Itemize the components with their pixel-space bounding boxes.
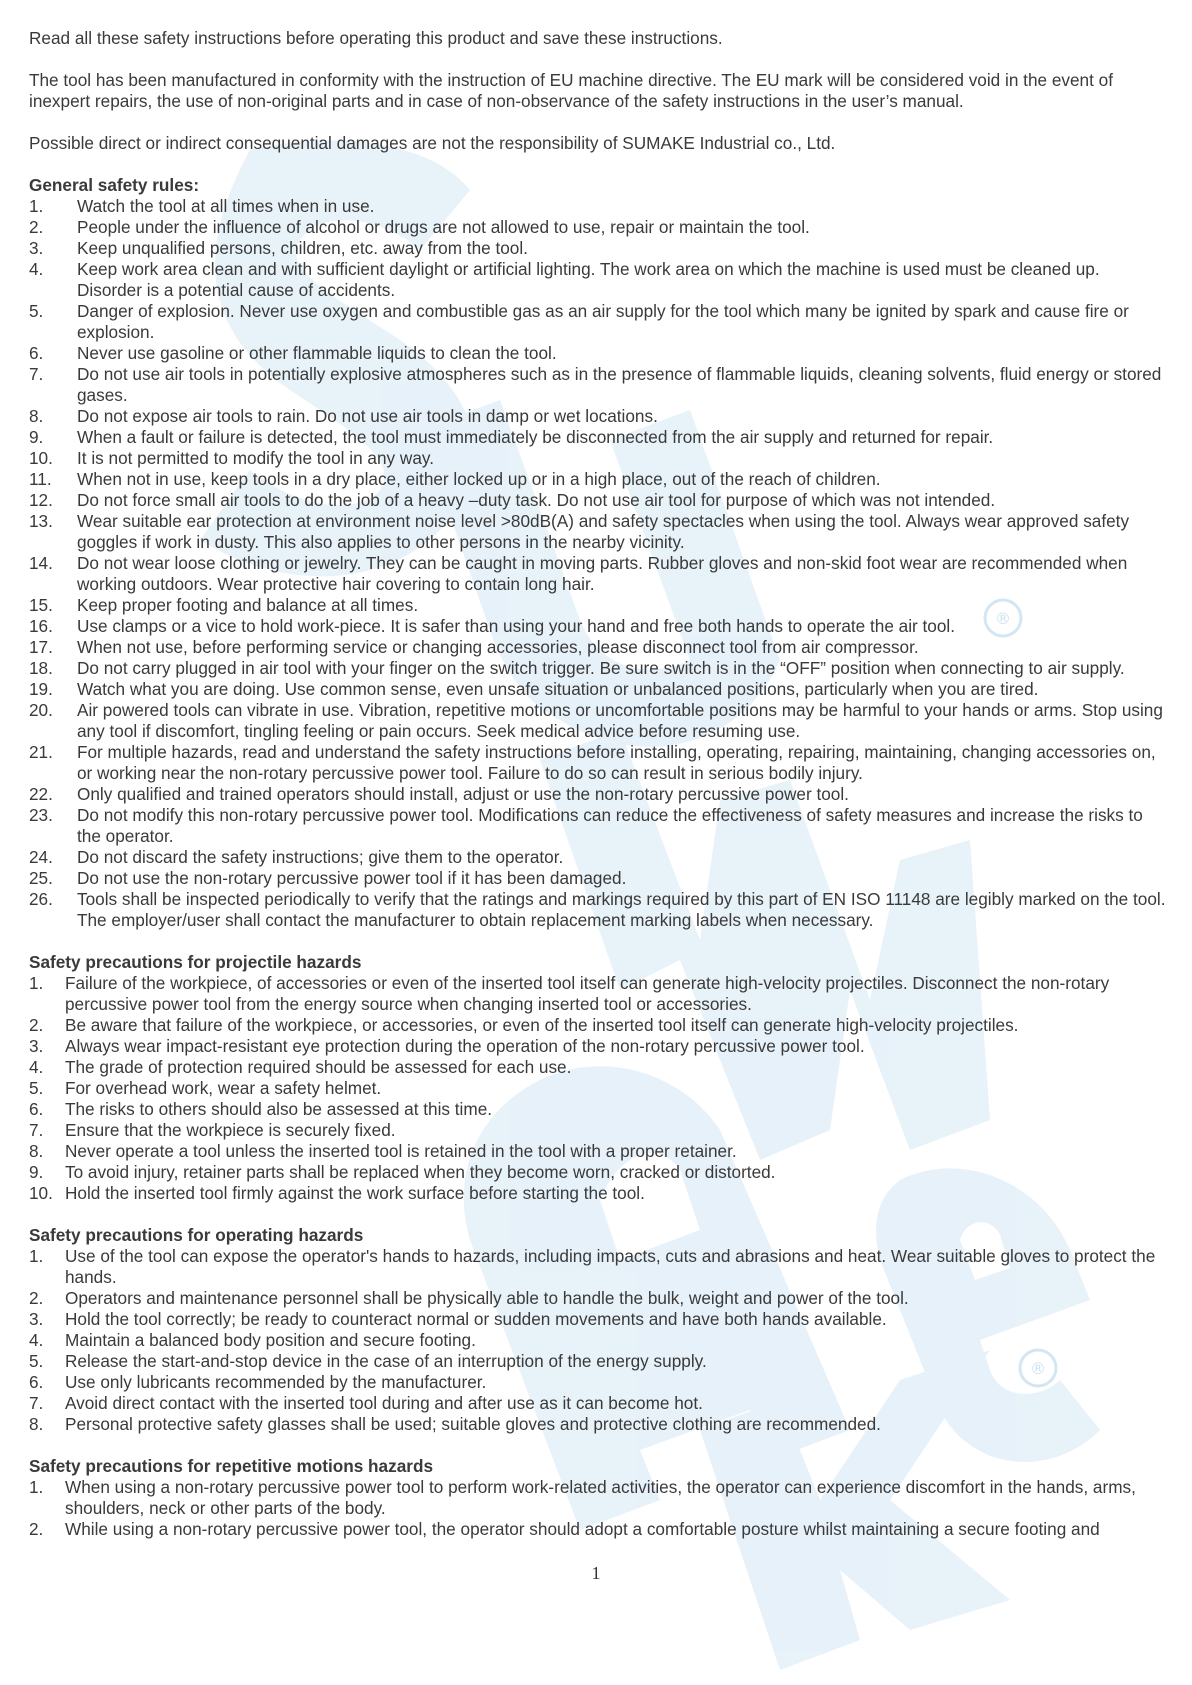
list-item <box>29 343 1169 364</box>
list-item <box>29 805 1169 847</box>
item-number: 8. <box>29 406 44 426</box>
list-item <box>29 1183 1169 1204</box>
list-item <box>29 301 1169 343</box>
item-text: To avoid injury, retainer parts shall be replaced when they become worn, cracked or distorted. <box>65 1162 776 1182</box>
item-text: Be aware that failure of the workpiece, or accessories, or even of the inserted tool itself can generate high-velocity projectiles. <box>65 1015 1019 1035</box>
section <box>29 1225 1169 1435</box>
list-item <box>29 1414 1169 1435</box>
item-number: 16. <box>29 616 53 636</box>
list-item <box>29 1120 1169 1141</box>
list-item <box>29 364 1169 406</box>
item-text: It is not permitted to modify the tool in any way. <box>77 448 434 468</box>
item-number: 11. <box>29 469 52 489</box>
item-text: For overhead work, wear a safety helmet. <box>65 1078 382 1098</box>
item-number: 1. <box>29 196 44 216</box>
item-number: 4. <box>29 259 44 279</box>
item-number: 4. <box>29 1330 44 1350</box>
list-item <box>29 1288 1169 1309</box>
list-item <box>29 1015 1169 1036</box>
list-item <box>29 700 1169 742</box>
item-text: When using a non-rotary percussive power tool to perform work-related activities, the operator can experience discomfort in the hands, arms, shoulders, neck or other parts of the body. <box>65 1477 1136 1518</box>
item-number: 3. <box>29 1309 44 1329</box>
item-number: 3. <box>29 1036 44 1056</box>
item-number: 10. <box>29 448 53 468</box>
section <box>29 952 1169 1204</box>
item-number: 19. <box>29 679 53 699</box>
item-number: 18. <box>29 658 53 678</box>
list-item <box>29 1477 1169 1519</box>
list-item <box>29 1099 1169 1120</box>
list-item <box>29 259 1169 301</box>
list-item <box>29 1519 1169 1540</box>
item-text: Always wear impact-resistant eye protection during the operation of the non-rotary percussive power tool. <box>65 1036 865 1056</box>
item-number: 15. <box>29 595 53 615</box>
list-item <box>29 637 1169 658</box>
item-number: 2. <box>29 217 44 237</box>
item-number: 20. <box>29 700 53 720</box>
item-number: 24. <box>29 847 53 867</box>
item-number: 7. <box>29 364 44 384</box>
item-text: For multiple hazards, read and understand the safety instructions before installing, operating, repairing, maintaining, changing accessories on, or working near the non-rotary percussive power tool. Failure to do so can result in serious bodily injury. <box>77 742 1156 783</box>
section <box>29 175 1169 931</box>
item-number: 9. <box>29 427 44 447</box>
item-number: 5. <box>29 1078 44 1098</box>
item-text: Do not discard the safety instructions; give them to the operator. <box>77 847 564 867</box>
item-text: Hold the tool correctly; be ready to counteract normal or sudden movements and have both hands available. <box>65 1309 887 1329</box>
list-item <box>29 490 1169 511</box>
item-text: People under the influence of alcohol or drugs are not allowed to use, repair or maintain the tool. <box>77 217 810 237</box>
item-number: 4. <box>29 1057 44 1077</box>
item-text: Danger of explosion. Never use oxygen and combustible gas as an air supply for the tool which many be ignited by spark and cause fire or explosion. <box>77 301 1129 342</box>
item-number: 5. <box>29 1351 44 1371</box>
list-item <box>29 217 1169 238</box>
item-number: 6. <box>29 1099 44 1119</box>
item-number: 2. <box>29 1015 44 1035</box>
item-number: 9. <box>29 1162 44 1182</box>
item-number: 17. <box>29 637 53 657</box>
section-heading: Safety precautions for projectile hazards <box>29 952 362 972</box>
item-text: Air powered tools can vibrate in use. Vibration, repetitive motions or uncomfortable positions may be harmful to your hands or arms. Stop using any tool if discomfort, tingling feeling or pain occurs. Seek medical advice before resuming use. <box>77 700 1163 741</box>
list-item <box>29 448 1169 469</box>
page-number: 1 <box>591 1563 601 1583</box>
list-item <box>29 1351 1169 1372</box>
list-item <box>29 868 1169 889</box>
item-text: Hold the inserted tool firmly against the work surface before starting the tool. <box>65 1183 645 1203</box>
section-heading: Safety precautions for operating hazards <box>29 1225 364 1245</box>
list-item <box>29 1393 1169 1414</box>
list-item <box>29 1057 1169 1078</box>
item-text: Keep work area clean and with sufficient daylight or artificial lighting. The work area on which the machine is used must be cleaned up. Disorder is a potential cause of accidents. <box>77 259 1100 300</box>
item-text: When not in use, keep tools in a dry place, either locked up or in a high place, out of the reach of children. <box>77 469 881 489</box>
item-text: Do not wear loose clothing or jewelry. They can be caught in moving parts. Rubber gloves and non-skid foot wear are recommended when working outdoors. Wear protective hair covering to contain long hair. <box>77 553 1128 594</box>
item-text: Watch what you are doing. Use common sense, even unsafe situation or unbalanced positions, particularly when you are tired. <box>77 679 1039 699</box>
list-item <box>29 889 1169 931</box>
list-item <box>29 553 1169 595</box>
item-text: Release the start-and-stop device in the case of an interruption of the energy supply. <box>65 1351 707 1371</box>
item-text: Never operate a tool unless the inserted tool is retained in the tool with a proper retainer. <box>65 1141 737 1161</box>
item-text: Failure of the workpiece, of accessories or even of the inserted tool itself can generate high-velocity projectiles. Disconnect the non-rotary percussive power tool from the energy source when changing inserted tool or accessories. <box>65 973 1110 1014</box>
item-number: 21. <box>29 742 53 762</box>
numbered-list <box>29 1246 1169 1435</box>
item-number: 7. <box>29 1393 44 1413</box>
item-number: 6. <box>29 1372 44 1392</box>
section <box>29 1456 1169 1540</box>
item-text: Keep proper footing and balance at all times. <box>77 595 419 615</box>
item-text: Do not use the non-rotary percussive power tool if it has been damaged. <box>77 868 627 888</box>
item-text: Do not force small air tools to do the job of a heavy –duty task. Do not use air tool for purpose of which was not intended. <box>77 490 996 510</box>
list-item <box>29 1372 1169 1393</box>
item-number: 1. <box>29 973 44 993</box>
item-text: When not use, before performing service or changing accessories, please disconnect tool from air compressor. <box>77 637 919 657</box>
item-number: 25. <box>29 868 53 888</box>
item-text: When a fault or failure is detected, the tool must immediately be disconnected from the air supply and returned for repair. <box>77 427 994 447</box>
list-item <box>29 469 1169 490</box>
item-text: Use clamps or a vice to hold work-piece. It is safer than using your hand and free both hands to operate the air tool. <box>77 616 956 636</box>
list-item <box>29 1309 1169 1330</box>
list-item <box>29 1141 1169 1162</box>
item-number: 10. <box>29 1183 53 1203</box>
list-item <box>29 742 1169 784</box>
item-text: Do not carry plugged in air tool with your finger on the switch trigger. Be sure switch is in the “OFF” position when connecting to air supply. <box>77 658 1125 678</box>
item-number: 1. <box>29 1246 44 1266</box>
registered-mark-icon: ® <box>1030 1359 1046 1378</box>
item-number: 7. <box>29 1120 44 1140</box>
list-item <box>29 1162 1169 1183</box>
item-text: Ensure that the workpiece is securely fixed. <box>65 1120 396 1140</box>
list-item <box>29 847 1169 868</box>
list-item <box>29 1330 1169 1351</box>
item-number: 22. <box>29 784 53 804</box>
item-text: Maintain a balanced body position and secure footing. <box>65 1330 476 1350</box>
registered-mark-icon: ® <box>995 609 1011 628</box>
item-text: Wear suitable ear protection at environment noise level >80dB(A) and safety spectacles when using the tool. Always wear approved safety goggles if work in dusty. This also applies to other persons in the nearby vicinity. <box>77 511 1130 552</box>
item-text: Avoid direct contact with the inserted tool during and after use as it can become hot. <box>65 1393 703 1413</box>
section-heading: Safety precautions for repetitive motions hazards <box>29 1456 434 1476</box>
item-number: 1. <box>29 1477 44 1497</box>
document-page <box>29 28 1169 1561</box>
item-number: 12. <box>29 490 53 510</box>
item-text: Watch the tool at all times when in use. <box>77 196 375 216</box>
item-number: 2. <box>29 1519 44 1539</box>
item-number: 13. <box>29 511 53 531</box>
item-text: Tools shall be inspected periodically to verify that the ratings and markings required by this part of EN ISO 11148 are legibly marked on the tool. The employer/user shall contact the manufacturer to obtain replacement marking labels when necessary. <box>77 889 1166 930</box>
item-number: 5. <box>29 301 44 321</box>
section-heading: General safety rules: <box>29 175 200 195</box>
item-number: 8. <box>29 1414 44 1434</box>
list-item <box>29 511 1169 553</box>
item-number: 6. <box>29 343 44 363</box>
item-text: Do not modify this non-rotary percussive power tool. Modifications can reduce the effectiveness of safety measures and increase the risks to the operator. <box>77 805 1143 846</box>
list-item <box>29 784 1169 805</box>
list-item <box>29 238 1169 259</box>
list-item <box>29 679 1169 700</box>
intro-paragraph: The tool has been manufactured in conformity with the instruction of EU machine directive. The EU mark will be considered void in the event of inexpert repairs, the use of non-original parts and in case of non-observance of the safety instructions in the user’s manual. <box>29 70 1113 111</box>
item-text: Keep unqualified persons, children, etc. away from the tool. <box>77 238 528 258</box>
numbered-list <box>29 196 1169 931</box>
item-text: Do not use air tools in potentially explosive atmospheres such as in the presence of flammable liquids, cleaning solvents, fluid energy or stored gases. <box>77 364 1162 405</box>
item-text: Only qualified and trained operators should install, adjust or use the non-rotary percussive power tool. <box>77 784 849 804</box>
intro-paragraph: Read all these safety instructions before operating this product and save these instructions. <box>29 28 723 48</box>
item-text: The risks to others should also be assessed at this time. <box>65 1099 493 1119</box>
item-text: Use of the tool can expose the operator's hands to hazards, including impacts, cuts and abrasions and heat. Wear suitable gloves to protect the hands. <box>65 1246 1156 1287</box>
item-text: Personal protective safety glasses shall be used; suitable gloves and protective clothing are recommended. <box>65 1414 881 1434</box>
document-body <box>29 28 1169 1540</box>
intro-paragraph: Possible direct or indirect consequential damages are not the responsibility of SUMAKE Industrial co., Ltd. <box>29 133 836 153</box>
list-item <box>29 973 1169 1015</box>
item-number: 23. <box>29 805 53 825</box>
item-number: 14. <box>29 553 53 573</box>
list-item <box>29 658 1169 679</box>
list-item <box>29 406 1169 427</box>
item-text: Operators and maintenance personnel shall be physically able to handle the bulk, weight and power of the tool. <box>65 1288 909 1308</box>
item-number: 2. <box>29 1288 44 1308</box>
list-item <box>29 1246 1169 1288</box>
item-number: 26. <box>29 889 53 909</box>
item-text: While using a non-rotary percussive power tool, the operator should adopt a comfortable posture whilst maintaining a secure footing and <box>65 1519 1100 1539</box>
numbered-list <box>29 973 1169 1204</box>
item-text: Use only lubricants recommended by the manufacturer. <box>65 1372 487 1392</box>
list-item <box>29 616 1169 637</box>
item-number: 8. <box>29 1141 44 1161</box>
list-item <box>29 1036 1169 1057</box>
numbered-list <box>29 1477 1169 1540</box>
item-text: Do not expose air tools to rain. Do not use air tools in damp or wet locations. <box>77 406 658 426</box>
item-text: The grade of protection required should be assessed for each use. <box>65 1057 572 1077</box>
list-item <box>29 427 1169 448</box>
list-item <box>29 1078 1169 1099</box>
list-item <box>29 595 1169 616</box>
list-item <box>29 196 1169 217</box>
item-text: Never use gasoline or other flammable liquids to clean the tool. <box>77 343 557 363</box>
item-number: 3. <box>29 238 44 258</box>
